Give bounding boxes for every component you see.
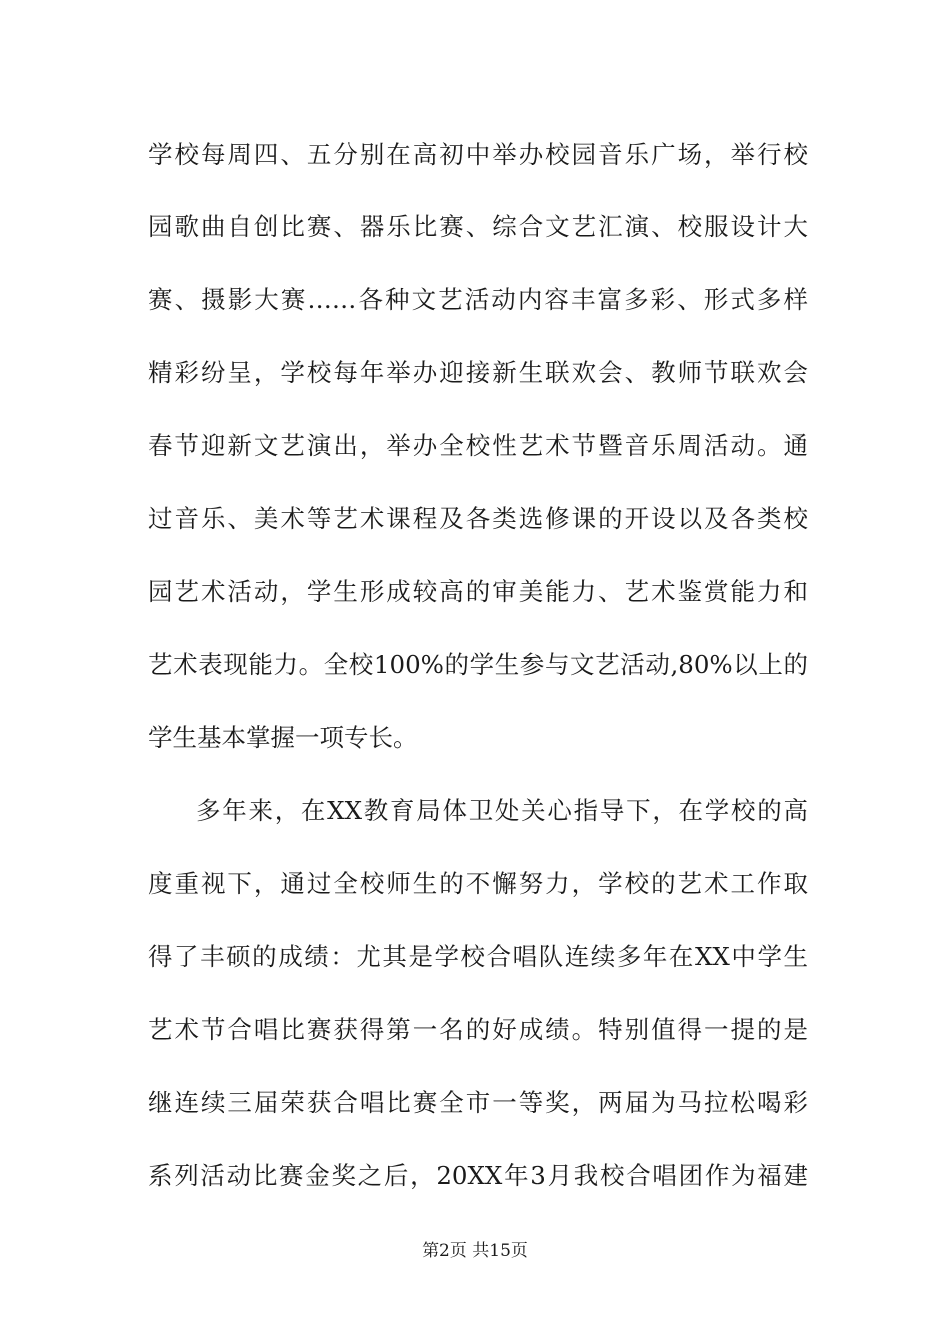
body-text-line: 系列活动比赛金奖之后，20XX年3月我校合唱团作为福建: [148, 1161, 808, 1190]
body-text-line: 得了丰硕的成绩：尤其是学校合唱队连续多年在XX中学生: [148, 942, 808, 971]
body-text-line: 艺术节合唱比赛获得第一名的好成绩。特别值得一提的是: [148, 1015, 808, 1044]
body-text-line: 继连续三届荣获合唱比赛全市一等奖，两届为马拉松喝彩: [148, 1088, 808, 1117]
body-text-line: 度重视下，通过全校师生的不懈努力，学校的艺术工作取: [148, 869, 808, 898]
body-text-line: 学校每周四、五分别在高初中举办校园音乐广场，举行校: [148, 140, 808, 169]
page-number-footer: 第2页 共15页: [422, 1241, 528, 1261]
body-text-line: 精彩纷呈，学校每年举办迎接新生联欢会、教师节联欢会: [148, 358, 808, 387]
body-text-line: 多年来，在XX教育局体卫处关心指导下，在学校的高: [196, 796, 808, 825]
body-text-line: 春节迎新文艺演出，举办全校性艺术节暨音乐周活动。通: [148, 431, 808, 460]
body-text-line: 过音乐、美术等艺术课程及各类选修课的开设以及各类校: [148, 504, 808, 533]
body-text-line: 艺术表现能力。全校100%的学生参与文艺活动,80%以上的: [148, 650, 808, 679]
body-text-line: 赛、摄影大赛……各种文艺活动内容丰富多彩、形式多样: [148, 285, 808, 314]
body-text-line: 园艺术活动，学生形成较高的审美能力、艺术鉴赏能力和: [148, 577, 808, 606]
body-text-line: 学生基本掌握一项专长。: [148, 723, 418, 752]
body-text-line: 园歌曲自创比赛、器乐比赛、综合文艺汇演、校服设计大: [148, 212, 808, 241]
